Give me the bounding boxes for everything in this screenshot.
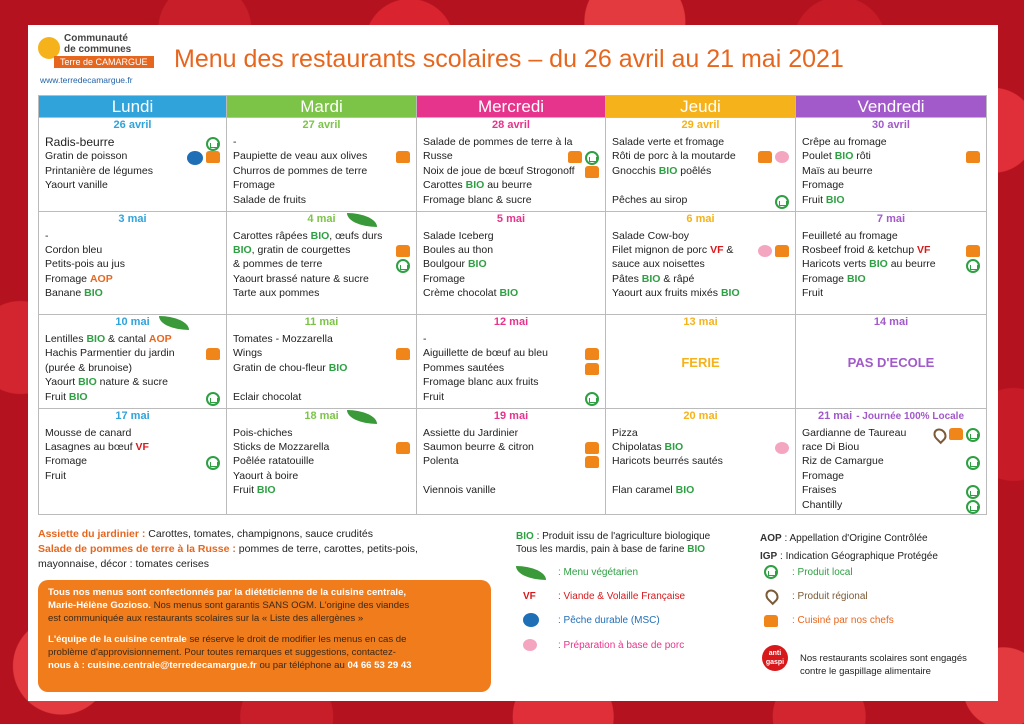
antigaspi-line2: contre le gaspillage alimentaire: [800, 666, 931, 677]
menu-item: Pêches au sirop: [612, 193, 688, 206]
menu-item: Flan caramel BIO: [612, 484, 695, 497]
menu-item: Churros de pommes de terre: [233, 164, 368, 177]
contact-phone[interactable]: 04 66 53 29 43: [347, 660, 412, 671]
menu-item: -: [45, 229, 49, 242]
chef-icon: [585, 442, 599, 454]
chef-icon: [764, 615, 778, 627]
legend-vf: [523, 591, 686, 602]
chef-icon: [396, 151, 410, 163]
menu-item: Fromage AOP: [45, 272, 113, 285]
leaf-icon: [159, 316, 189, 330]
menu-item: Fromage: [45, 455, 88, 468]
menu-item: Fromage blanc & sucre: [423, 193, 532, 206]
menu-item: Salade Iceberg: [423, 229, 494, 242]
local-basket-icon: [966, 485, 980, 499]
date-text: 21 mai: [817, 409, 853, 422]
menu-item: Rôti de porc à la moutarde: [612, 150, 736, 163]
date-text: 11 mai: [304, 316, 339, 328]
menu-item: Viennois vanille: [423, 484, 496, 497]
menu-cell: [417, 227, 606, 315]
menu-cell: [606, 133, 796, 211]
menu-item: Lentilles BIO & cantal AOP: [45, 333, 172, 345]
menu-item: Gardianne de Taureau: [802, 426, 907, 439]
menu-item: Feuilleté au fromage: [802, 229, 898, 242]
menu-item: Cordon bleu: [45, 243, 103, 256]
local-basket-icon: [206, 137, 220, 151]
menu-item: Lasagnes au bœuf VF: [45, 440, 149, 453]
legend-chefs-text: : Cuisiné par nos chefs: [792, 615, 894, 626]
menu-item: -: [423, 333, 427, 345]
regional-pin-icon: [763, 587, 781, 605]
page-title: Menu des restaurants scolaires – du 26 avril au 21 mai 2021: [174, 45, 844, 73]
menu-item: Banane BIO: [45, 287, 103, 300]
date-label: [606, 118, 796, 134]
menu-item: Fraises: [802, 484, 837, 497]
menu-item: Salade de pommes de terre à la: [423, 136, 573, 148]
menu-item: Fruit: [423, 390, 444, 403]
local-basket-icon: [585, 392, 599, 406]
menu-item: Haricots verts BIO au beurre: [802, 258, 936, 271]
legend-porc-text: : Préparation à base de porc: [558, 640, 685, 651]
menu-item: Chipolatas BIO: [612, 440, 684, 453]
date-label: [227, 211, 417, 227]
day-header: Mercredi: [417, 96, 606, 118]
menu-sheet: [28, 25, 998, 701]
date-text: 18 mai: [304, 409, 339, 422]
menu-item: Poulet BIO rôti: [802, 150, 871, 163]
chef-icon: [396, 442, 410, 454]
chef-icon: [206, 348, 220, 360]
menu-item: Polenta: [423, 455, 459, 468]
menu-cell: [417, 424, 606, 515]
day-header: Vendredi: [796, 96, 987, 118]
leaf-icon: [347, 213, 377, 227]
menu-item: Mousse de canard: [45, 426, 132, 439]
date-text: 12 mai: [493, 316, 529, 328]
menu-item: Fruit BIO: [45, 390, 88, 403]
chef-icon: [758, 151, 772, 163]
legend-bio-tag: BIO: [516, 531, 534, 542]
legend-vf-text: : Viande & Volaille Française: [558, 591, 686, 602]
menu-item: Paupiette de veau aux olives: [233, 150, 368, 163]
menu-item: Petits-pois au jus: [45, 258, 125, 271]
menu-item: Boules au thon: [423, 243, 494, 256]
menu-cell: [39, 133, 227, 211]
menu-item: [233, 375, 412, 389]
menu-cell: [39, 330, 227, 408]
menu-item: Fromage: [233, 179, 276, 192]
chef-icon: [966, 151, 980, 163]
menu-item: Fruit BIO: [802, 193, 845, 206]
date-label: [796, 315, 987, 331]
menu-cell: [796, 227, 987, 315]
legend-aop-igp: [760, 530, 938, 566]
chef-icon: [585, 348, 599, 360]
menu-item: Radis-beurre: [45, 135, 115, 149]
date-text: 13 mai: [683, 316, 718, 328]
menu-item: (purée & brunoise): [45, 361, 132, 374]
local-basket-icon: [966, 428, 980, 442]
day-header: Lundi: [39, 96, 227, 118]
date-label: [39, 315, 227, 331]
menu-item: [612, 469, 791, 483]
menu-cell: [227, 133, 417, 211]
menu-item: Saumon beurre & citron: [423, 440, 534, 453]
legend-porc: [523, 638, 723, 656]
menu-item: sauce aux noisettes: [612, 258, 705, 271]
date-text: 30 avril: [872, 119, 910, 131]
leaf-icon: [347, 410, 377, 424]
menu-cell: [796, 330, 987, 408]
local-basket-icon: [764, 565, 778, 579]
date-text: 26 avril: [113, 119, 152, 131]
menu-item: Fromage blanc aux fruits: [423, 376, 539, 389]
date-text: 27 avril: [302, 119, 341, 131]
menu-cell: [606, 227, 796, 315]
date-text: 5 mai: [496, 212, 526, 225]
menu-item: Yaourt BIO nature & sucre: [45, 376, 168, 389]
menu-item: & pommes de terre: [233, 258, 323, 271]
date-text: 29 avril: [681, 119, 720, 131]
pig-icon: [758, 245, 772, 257]
pig-icon: [523, 639, 537, 651]
menu-item: Wings: [233, 347, 263, 360]
menu-item: Printanière de légumes: [45, 164, 153, 177]
date-text: 20 mai: [683, 409, 718, 422]
legend-msc-text: : Pêche durable (MSC): [558, 615, 660, 626]
legend-bio-text: : Produit issu de l'agriculture biologique: [536, 531, 711, 542]
menu-cell: [796, 133, 987, 211]
menu-item: Fromage: [423, 272, 466, 285]
date-label: [606, 211, 796, 227]
legend-chefs: [764, 613, 964, 631]
date-label: [227, 315, 417, 331]
menu-item: Haricots beurrés sautés: [612, 455, 723, 468]
date-text: 3 mai: [118, 212, 147, 225]
menu-grid: [38, 95, 987, 515]
leaf-icon: [516, 566, 546, 580]
menu-item: Pois-chiches: [233, 426, 293, 439]
legend-local-text: : Produit local: [792, 567, 853, 578]
chef-icon: [396, 348, 410, 360]
chef-icon: [585, 363, 599, 375]
date-text: 10 mai: [115, 316, 150, 328]
chef-icon: [396, 245, 410, 257]
notice-line: L'équipe de la cuisine centrale: [48, 634, 187, 645]
menu-item: Yaourt vanille: [45, 179, 108, 192]
chef-icon: [966, 245, 980, 257]
legend-igp-text: : Indication Géographique Protégée: [780, 551, 938, 562]
date-note: - Journée 100% Locale: [856, 410, 965, 422]
local-basket-icon: [206, 392, 220, 406]
menu-item: Fromage: [802, 469, 845, 482]
date-text: 28 avril: [492, 119, 530, 131]
legend-regional-text: : Produit régional: [792, 591, 868, 602]
day-header: Jeudi: [606, 96, 796, 118]
legend-veg: [514, 563, 704, 585]
menu-cell: [417, 330, 606, 408]
menu-item: Pommes sautées: [423, 361, 505, 374]
date-text: 4 mai: [307, 212, 336, 225]
date-label: [606, 315, 796, 331]
menu-cell: [606, 424, 796, 515]
ferie-label: FERIE: [681, 355, 720, 370]
notice-line: problème d'approvisionnement. Pour toutes remarques et suggestions, contactez-: [48, 647, 396, 658]
date-text: 14 mai: [873, 316, 909, 328]
legend-veg-text: : Menu végétarien: [558, 567, 639, 578]
menu-item: Fruit: [45, 469, 66, 482]
legend-bio: [516, 530, 710, 556]
menu-item: Eclair chocolat: [233, 390, 302, 403]
local-basket-icon: [775, 195, 789, 209]
menu-item: Crêpe au fromage: [802, 136, 887, 148]
date-label: [227, 118, 417, 134]
notice-line: est communiquée aux restaurants scolaires sur la « Liste des allergènes »: [48, 613, 364, 624]
chef-icon: [568, 151, 582, 163]
russe-text: pommes de terre, carottes, petits-pois,: [238, 543, 418, 555]
menu-item: Hachis Parmentier du jardin: [45, 347, 175, 360]
menu-item: Riz de Camargue: [802, 455, 884, 468]
date-label: [417, 315, 606, 331]
menu-cell: [227, 330, 417, 408]
menu-item: BIO, gratin de courgettes: [233, 243, 351, 256]
menu-item: Poêlée ratatouille: [233, 455, 315, 468]
date-label: [39, 408, 227, 424]
menu-item: Chantilly: [802, 498, 843, 511]
menu-item: Crème chocolat BIO: [423, 287, 519, 300]
antigaspi-logo: anti gaspi: [762, 645, 788, 671]
menu-item: Filet mignon de porc VF &: [612, 243, 734, 256]
menu-item: -: [233, 136, 237, 148]
notice-line: ou par téléphone au: [259, 660, 345, 671]
legend-vf-tag: VF: [523, 591, 536, 602]
logo: [38, 31, 168, 91]
pig-icon: [775, 442, 789, 454]
menu-item: Noix de joue de bœuf Strogonoff: [423, 164, 575, 177]
date-label: [227, 408, 417, 424]
menu-item: Carottes BIO au beurre: [423, 179, 533, 192]
chef-icon: [775, 245, 789, 257]
legend-antigaspi: [800, 652, 967, 678]
menu-item: Tarte aux pommes: [233, 287, 320, 300]
menu-cell: [796, 424, 987, 515]
menu-item: Yaourt à boire: [233, 469, 299, 482]
menu-item: Russe: [423, 150, 453, 163]
msc-fish-icon: [523, 613, 539, 627]
legend-bread-text: Tous les mardis, pain à base de farine: [516, 544, 685, 555]
menu-item: Fruit: [802, 287, 823, 300]
menu-item: race Di Biou: [802, 440, 860, 453]
legend-igp-tag: IGP: [760, 551, 778, 562]
menu-item: Sticks de Mozzarella: [233, 440, 330, 453]
logo-url[interactable]: www.terredecamargue.fr: [40, 75, 133, 85]
legend-msc: [523, 613, 723, 631]
menu-item: Rosbeef froid & ketchup VF: [802, 243, 931, 256]
date-label: [417, 408, 606, 424]
menu-item: Salade de fruits: [233, 193, 306, 206]
menu-item: Salade verte et fromage: [612, 136, 725, 148]
menu-item: Gratin de chou-fleur BIO: [233, 361, 348, 374]
menu-item: Boulgour BIO: [423, 258, 487, 271]
legend-local: [764, 565, 964, 583]
date-label: [796, 118, 987, 134]
date-label: [606, 408, 796, 424]
no-school-label: PAS D'ECOLE: [847, 355, 935, 370]
legend-bread-bio: BIO: [687, 544, 705, 555]
russe-label: Salade de pommes de terre à la Russe :: [38, 543, 236, 555]
menu-cell: [417, 133, 606, 211]
menu-item: [423, 469, 601, 483]
menu-item: Maïs au beurre: [802, 164, 873, 177]
date-label: [796, 211, 987, 227]
date-text: 6 mai: [686, 212, 715, 225]
antigaspi-line1: Nos restaurants scolaires sont engagés: [800, 653, 967, 664]
menu-item: Yaourt brassé nature & sucre: [233, 272, 369, 285]
menu-item: Pizza: [612, 426, 638, 439]
date-label: [417, 211, 606, 227]
legend-aop-text: : Appellation d'Origine Contrôlée: [784, 533, 928, 544]
notice-line: Tous nos menus sont confectionnés par la diététicienne de la cuisine centrale,: [48, 587, 407, 598]
day-header: Mardi: [227, 96, 417, 118]
notice-box: [38, 580, 491, 692]
date-text: 17 mai: [115, 409, 150, 422]
footnotes: [38, 527, 418, 572]
menu-item: Gnocchis BIO poêlés: [612, 164, 712, 177]
menu-item: Salade Cow-boy: [612, 229, 690, 242]
date-label: [39, 118, 227, 134]
menu-cell: [39, 227, 227, 315]
menu-item: Pâtes BIO & râpé: [612, 272, 695, 285]
logo-line1: Communauté: [64, 33, 128, 44]
local-basket-icon: [966, 500, 980, 514]
assiette-text: Carottes, tomates, champignons, sauce crudités: [148, 528, 373, 540]
date-label: [39, 211, 227, 227]
chef-icon: [585, 456, 599, 468]
menu-item: Gratin de poisson: [45, 150, 128, 163]
contact-email[interactable]: nous à : cuisine.centrale@terredecamargue.fr: [48, 660, 257, 671]
date-text: 19 mai: [493, 409, 529, 422]
menu-item: Assiette du Jardinier: [423, 426, 519, 439]
menu-cell: [606, 330, 796, 408]
menu-item: Carottes râpées BIO, œufs durs: [233, 229, 383, 242]
notice-line: se réserve le droit de modifier les menus en cas de: [189, 634, 407, 645]
logo-line2: de communes: [64, 44, 132, 55]
chef-icon: [206, 151, 220, 163]
menu-item: Fromage: [802, 179, 845, 192]
chef-icon: [949, 428, 963, 440]
date-label: [796, 408, 987, 424]
date-label: [417, 118, 606, 134]
legend-aop-tag: AOP: [760, 533, 782, 544]
date-text: 7 mai: [876, 212, 906, 225]
menu-cell: [227, 227, 417, 315]
assiette-label: Assiette du jardinier :: [38, 528, 146, 540]
menu-item: [612, 178, 791, 192]
menu-cell: [227, 424, 417, 515]
notice-line: Nos menus sont garantis SANS OGM. L'origine des viandes: [153, 600, 410, 611]
notice-line: Marie-Hélène Gozioso.: [48, 600, 151, 611]
menu-item: Fromage BIO: [802, 272, 866, 285]
chef-icon: [585, 166, 599, 178]
menu-item: Tomates - Mozzarella: [233, 333, 333, 345]
menu-item: Aiguillette de bœuf au bleu: [423, 347, 548, 360]
menu-item: Fruit BIO: [233, 484, 276, 497]
menu-item: Yaourt aux fruits mixés BIO: [612, 287, 740, 300]
legend-regional: [766, 589, 966, 607]
russe-text2: mayonnaise, décor : tomates cerises: [38, 558, 209, 570]
menu-cell: [39, 424, 227, 515]
logo-line3: Terre de CAMARGUE: [54, 56, 154, 68]
